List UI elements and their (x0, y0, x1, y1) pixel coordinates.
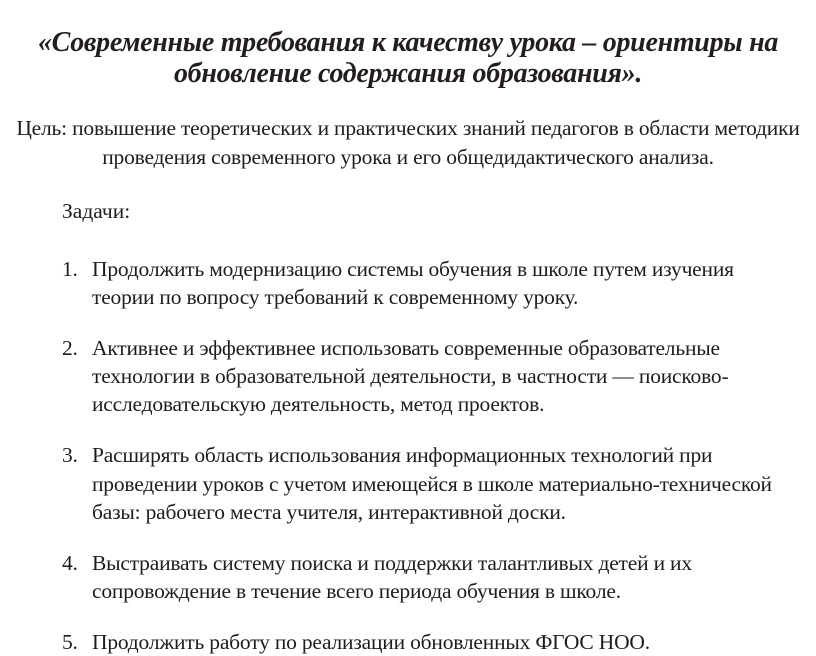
tasks-list (0, 255, 816, 656)
list-item-number: 4. (62, 550, 78, 575)
list-item (62, 334, 806, 418)
list-item-number: 5. (62, 630, 78, 655)
slide (0, 19, 816, 655)
list-item-number: 2. (62, 335, 78, 360)
list-item-text: Активнее и эффективнее использовать современные образовательные технологии в образовательной деятельности, в частности — поисково-исследовательскую деятельность, метод проектов. (92, 335, 729, 417)
page-title: «Современные требования к качеству урока – ориентиры на обновление содержания образования». (37, 26, 779, 90)
list-item-text: Продолжить модернизацию системы обучения в школе путем изучения теории по вопросу требований к современному уроку. (92, 256, 734, 309)
list-item-number: 1. (62, 256, 78, 281)
list-item-text: Продолжить работу по реализации обновленных ФГОС НОО. (92, 630, 650, 655)
list-item (62, 441, 806, 525)
list-item-number: 3. (62, 443, 78, 468)
tasks-heading: Задачи: (62, 198, 131, 223)
list-item-text: Расширять область использования информационных технологий при проведении уроков с учетом имеющейся в школе материально-технической базы: рабочего места учителя, интерактивной доски. (92, 443, 772, 524)
list-item (62, 628, 806, 656)
list-item (62, 255, 806, 311)
goal-paragraph: Цель: повышение теоретических и практических знаний педагогов в области методики проведения современного урока и его общедидактического анализа. (16, 116, 800, 170)
list-item-text: Выстраивать систему поиска и поддержки талантливых детей и их сопровождение в течение всего периода обучения в школе. (92, 550, 692, 604)
list-item (62, 549, 806, 605)
